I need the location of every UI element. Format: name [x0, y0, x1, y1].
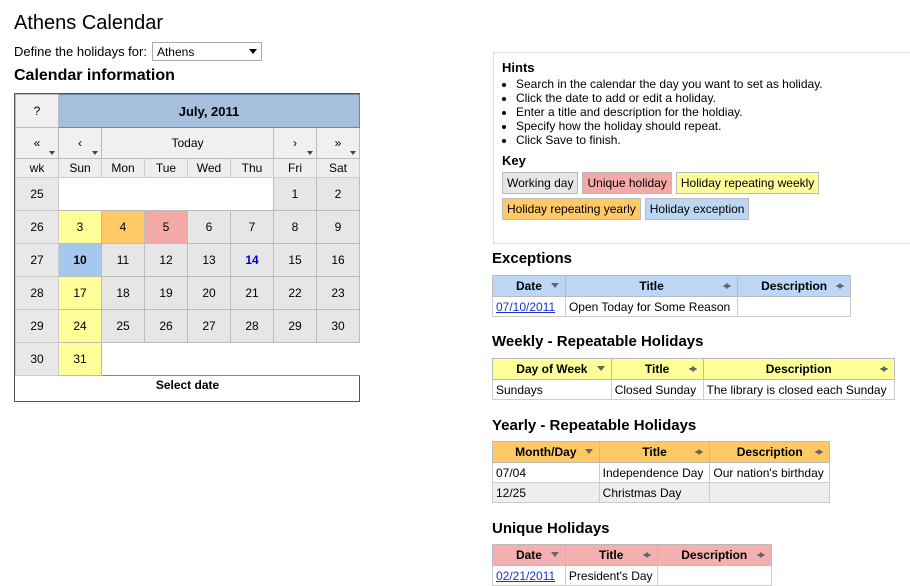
column-header-title[interactable]: Title	[611, 359, 703, 380]
hints-panel	[493, 52, 910, 244]
hints-list	[502, 77, 902, 147]
table-cell	[710, 483, 830, 503]
date-link[interactable]: 02/21/2011	[493, 566, 566, 586]
calendar-day[interactable]: 2	[317, 178, 360, 211]
calendar-day[interactable]: 25	[102, 310, 145, 343]
table-cell: President's Day	[565, 566, 657, 586]
unique-table	[492, 544, 772, 586]
today-button[interactable]: Today	[102, 128, 274, 159]
weekly-title: Weekly - Repeatable Holidays	[492, 333, 704, 350]
calendar-day[interactable]: 10	[59, 244, 102, 277]
header-wk: wk	[16, 159, 59, 178]
table-cell: Sundays	[493, 380, 612, 400]
calendar-day[interactable]: 9	[317, 211, 360, 244]
calendar-widget	[14, 93, 360, 402]
page-title: Athens Calendar	[14, 12, 163, 34]
sort-icon	[815, 451, 823, 455]
calendar-day[interactable]: 12	[145, 244, 188, 277]
week-number: 25	[16, 178, 59, 211]
sort-icon	[643, 554, 651, 558]
key-yearly-holiday: Holiday repeating yearly	[502, 198, 641, 220]
week-number: 30	[16, 343, 59, 376]
table-cell: Christmas Day	[599, 483, 710, 503]
key-working-day: Working day	[502, 172, 578, 194]
calendar-day[interactable]: 4	[102, 211, 145, 244]
column-header-title[interactable]: Title	[565, 276, 737, 297]
sort-icon	[836, 285, 844, 289]
define-label: Define the holidays for:	[14, 44, 147, 59]
calendar-day[interactable]: 18	[102, 277, 145, 310]
column-header-description[interactable]: Description	[703, 359, 895, 380]
column-header-title[interactable]: Title	[599, 442, 710, 463]
key-legend	[502, 172, 832, 220]
sort-icon	[880, 368, 888, 372]
calendar-day[interactable]: 29	[274, 310, 317, 343]
table-cell	[657, 566, 771, 586]
location-selector-row	[14, 42, 262, 61]
calendar-day[interactable]: 31	[59, 343, 102, 376]
calendar-day[interactable]: 28	[231, 310, 274, 343]
calendar-day[interactable]: 22	[274, 277, 317, 310]
table-row	[493, 463, 830, 483]
hint-item: • Click Save to finish.	[516, 133, 902, 147]
weekly-table	[492, 358, 895, 400]
yearly-title: Yearly - Repeatable Holidays	[492, 417, 697, 434]
empty-days	[59, 178, 274, 211]
calendar-day[interactable]: 24	[59, 310, 102, 343]
header-mon: Mon	[102, 159, 145, 178]
column-header-title[interactable]: Title	[565, 545, 657, 566]
next-month-button[interactable]: ›	[274, 128, 317, 159]
calendar-heading: Calendar information	[14, 67, 175, 84]
table-cell: Our nation's birthday	[710, 463, 830, 483]
column-header-day-of-week[interactable]: Day of Week	[493, 359, 612, 380]
next-year-button[interactable]: »	[317, 128, 360, 159]
calendar-day[interactable]: 7	[231, 211, 274, 244]
header-sat: Sat	[317, 159, 360, 178]
table-row	[493, 297, 851, 317]
hint-item: • Search in the calendar the day you want to set as holiday.	[516, 77, 902, 91]
exceptions-table	[492, 275, 851, 317]
calendar-day[interactable]: 11	[102, 244, 145, 277]
prev-month-button[interactable]: ‹	[59, 128, 102, 159]
header-tue: Tue	[145, 159, 188, 178]
prev-year-button[interactable]: «	[16, 128, 59, 159]
calendar-month-title: July, 2011	[59, 95, 360, 128]
calendar-day[interactable]: 1	[274, 178, 317, 211]
location-select[interactable]	[152, 42, 262, 61]
hints-title: Hints	[502, 60, 535, 75]
table-cell: Open Today for Some Reason	[565, 297, 737, 317]
table-cell: 12/25	[493, 483, 600, 503]
header-fri: Fri	[274, 159, 317, 178]
key-holiday-exception: Holiday exception	[645, 198, 750, 220]
sort-desc-icon	[597, 366, 605, 371]
key-title: Key	[502, 153, 526, 168]
empty-days	[102, 343, 360, 376]
table-row	[493, 566, 772, 586]
calendar-day[interactable]: 5	[145, 211, 188, 244]
column-header-description[interactable]: Description	[657, 545, 771, 566]
hint-item: • Enter a title and description for the holdiay.	[516, 105, 902, 119]
sort-icon	[723, 285, 731, 289]
calendar-day-today[interactable]: 14	[231, 244, 274, 277]
column-header-description[interactable]: Description	[738, 276, 851, 297]
calendar-day[interactable]: 13	[188, 244, 231, 277]
exceptions-title: Exceptions	[492, 250, 573, 267]
calendar-day[interactable]: 17	[59, 277, 102, 310]
date-link[interactable]: 07/10/2011	[493, 297, 566, 317]
table-cell: Independence Day	[599, 463, 710, 483]
table-row	[493, 380, 895, 400]
yearly-table	[492, 441, 830, 503]
table-cell: Closed Sunday	[611, 380, 703, 400]
table-cell: 07/04	[493, 463, 600, 483]
table-cell	[738, 297, 851, 317]
calendar-day[interactable]: 15	[274, 244, 317, 277]
header-thu: Thu	[231, 159, 274, 178]
table-row	[493, 483, 830, 503]
calendar-day[interactable]: 16	[317, 244, 360, 277]
sort-icon	[695, 451, 703, 455]
calendar-day[interactable]: 21	[231, 277, 274, 310]
hint-item: • Click the date to add or edit a holiday.	[516, 91, 902, 105]
header-sun: Sun	[59, 159, 102, 178]
chevron-down-icon	[249, 49, 257, 54]
calendar-day[interactable]: 8	[274, 211, 317, 244]
week-number: 27	[16, 244, 59, 277]
calendar-status: Select date	[16, 376, 360, 395]
hint-item: • Specify how the holiday should repeat.	[516, 119, 902, 133]
table-cell: The library is closed each Sunday	[703, 380, 895, 400]
week-number: 29	[16, 310, 59, 343]
sort-desc-icon	[585, 449, 593, 454]
key-unique-holiday: Unique holiday	[582, 172, 671, 194]
week-number: 28	[16, 277, 59, 310]
calendar-day[interactable]: 23	[317, 277, 360, 310]
calendar-day[interactable]: 20	[188, 277, 231, 310]
column-header-date[interactable]: Date	[493, 276, 566, 297]
column-header-description[interactable]: Description	[710, 442, 830, 463]
week-number: 26	[16, 211, 59, 244]
column-header-date[interactable]: Date	[493, 545, 566, 566]
sort-desc-icon	[551, 552, 559, 557]
calendar-help-button[interactable]: ?	[16, 95, 59, 128]
key-weekly-holiday: Holiday repeating weekly	[676, 172, 819, 194]
location-select-value: Athens	[156, 44, 195, 59]
column-header-month-day[interactable]: Month/Day	[493, 442, 600, 463]
calendar-day[interactable]: 30	[317, 310, 360, 343]
calendar-day[interactable]: 19	[145, 277, 188, 310]
calendar-day[interactable]: 27	[188, 310, 231, 343]
calendar-day[interactable]: 26	[145, 310, 188, 343]
sort-icon	[757, 554, 765, 558]
calendar-day[interactable]: 3	[59, 211, 102, 244]
sort-desc-icon	[551, 283, 559, 288]
calendar-day[interactable]: 6	[188, 211, 231, 244]
unique-title: Unique Holidays	[492, 520, 610, 537]
header-wed: Wed	[188, 159, 231, 178]
sort-icon	[689, 368, 697, 372]
